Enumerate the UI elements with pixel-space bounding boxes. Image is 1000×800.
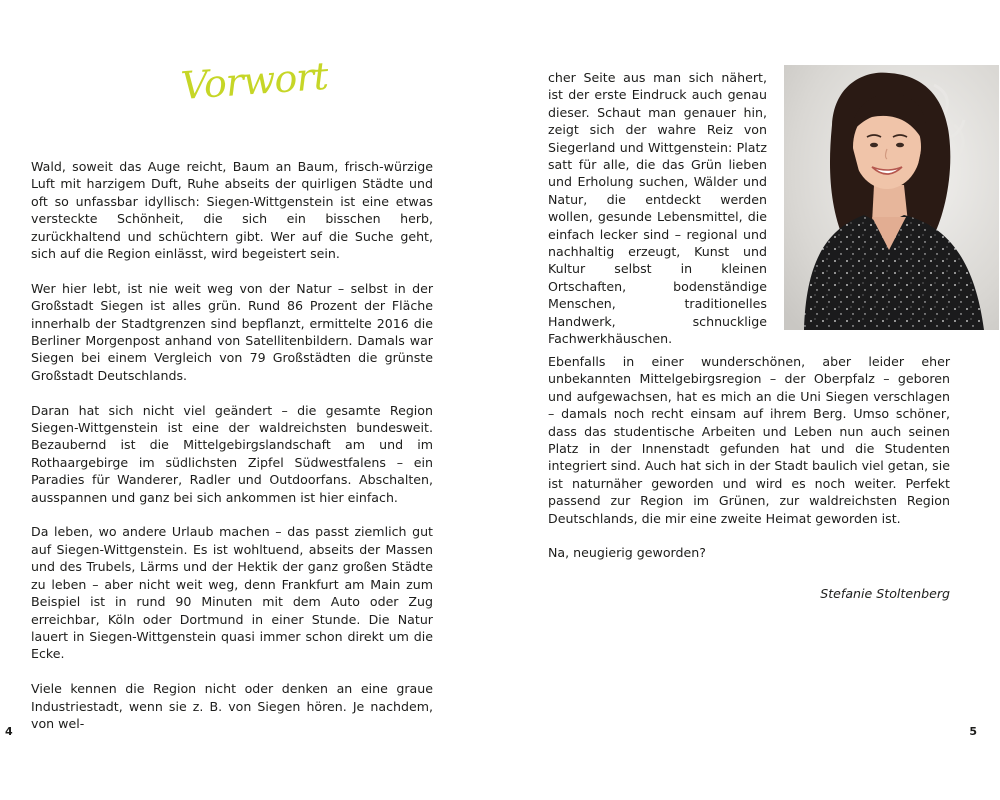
paragraph: cher Seite aus man sich nähert, ist der erste Eindruck auch genau dieser. Schaut man genauer hin, zeigt sich der wahre Reiz von Siegerland und Wittgenstein: Platz satt für alle, die das Grün lieben und Erholung suchen, Wälder und Natur, die entdeckt werden wollen, gesunde Lebensmittel, die einfach lecker sind – regional und nachhaltig erzeugt, Kunst und Kultur selbst in kleinen Ortschaften, bodenständige Menschen, traditionelles Handwerk, schnucklige Fachwerkhäuschen. xyxy=(548,70,767,347)
left-body-text xyxy=(31,158,433,732)
author-portrait-image xyxy=(784,65,999,330)
wrapped-text-column xyxy=(548,69,767,348)
paragraph: Daran hat sich nicht viel geändert – die gesamte Region Siegen-Wittgenstein ist eine der waldreichsten bundesweit. Bezaubernd ist die Mittelgebirgslandschaft am und im Rothaargebirge im südlichsten Zipfel Südwestfalens – ein Paradies für Wanderer, Radler und Outdoorfans. Abschalten, ausspannen und ganz bei sich ankommen ist hier einfach. xyxy=(31,402,433,505)
paragraph: Wald, soweit das Auge reicht, Baum an Baum, frisch-würzige Luft mit harzigem Duft, Ruhe abseits der quirligen Städte und oft so unfassbar idyllisch: Siegen-Wittgenstein ist eine etwas versteckte Schönheit, die sich ein bisschen herb, zurückhaltend und schüchtern gibt. Wer auf die Suche geht, sich auf die Region einlässt, wird begeistert sein. xyxy=(31,159,433,262)
paragraph: Na, neugierig geworden? xyxy=(548,545,706,561)
paragraph: Da leben, wo andere Urlaub machen – das passt ziemlich gut auf Siegen-Wittgenstein. Es ist wohltuend, abseits der Massen und des Trubels, Lärms und der Hektik der ganz großen Städte zu leben – aber nicht weit weg, denn Frankfurt am Main zum Beispiel ist in rund 90 Minuten mit dem Auto oder Zug erreichbar, Köln oder Dortmund in einer Stunde. Die Natur lauert in Siegen-Wittgenstein quasi immer schon direkt um die Ecke. xyxy=(31,524,433,662)
right-page xyxy=(500,0,1000,800)
page-title: Vorwort xyxy=(179,53,330,108)
page-number: 5 xyxy=(969,725,977,738)
page-number: 4 xyxy=(5,725,13,738)
paragraph: Viele kennen die Region nicht oder denken an eine graue Industriestadt, wenn sie z. B. von Siegen hören. Je nachdem, von wel- xyxy=(31,681,433,731)
right-body-text xyxy=(548,353,950,562)
author-photo xyxy=(784,65,999,330)
author-signature: Stefanie Stoltenberg xyxy=(820,586,950,601)
paragraph: Wer hier lebt, ist nie weit weg von der Natur – selbst in der Großstadt Siegen ist alles grün. Rund 86 Prozent der Fläche innerhalb der Stadtgrenzen sind bepflanzt, ermittelte 2016 die Berliner Morgenpost anhand von Satellitenbildern. Damals war Siegen bei einem Vergleich von 79 Großstädten die grünste Großstadt Deutschlands. xyxy=(31,280,433,383)
paragraph: Ebenfalls in einer wunderschönen, aber leider eher unbekannten Mittelgebirgsregion – der Oberpfalz – geboren und aufgewachsen, hat es mich an die Uni Siegen verschlagen – damals noch recht einsam auf ihrem Berg. Umso schöner, dass das studentische Arbeiten und Leben nun auch seinen Platz in der Innenstadt gefunden hat und die Studenten integriert sind. Auch hat sich in der Stadt baulich viel getan, sie ist naturnäher geworden und wird es noch weiter. Perfekt passend zur Region im Grünen, zur waldreichsten Region Deutschlands, die mir eine zweite Heimat geworden ist. xyxy=(548,354,950,526)
